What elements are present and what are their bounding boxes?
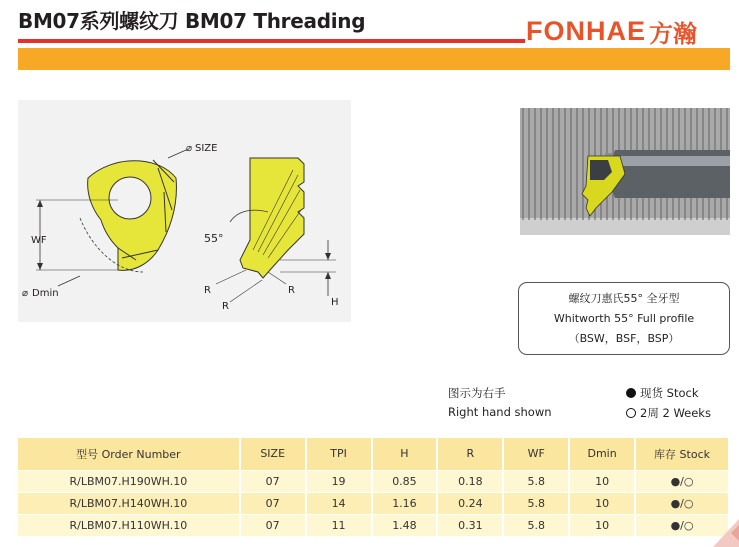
cell-tpi: 19: [306, 470, 372, 492]
col-dmin: Dmin: [569, 438, 635, 470]
corner-decoration: [713, 519, 739, 547]
col-stock: 库存 Stock: [635, 438, 729, 470]
h-label: H: [331, 297, 339, 308]
cell-r: 0.18: [437, 470, 503, 492]
col-r: R: [437, 438, 503, 470]
profile-standards: （BSW，BSF，BSP）: [568, 332, 680, 345]
cell-h: 1.48: [372, 514, 438, 536]
angle-label: 55°: [204, 232, 224, 245]
legend-weeks: [626, 405, 711, 421]
page-title: BM07系列螺纹刀 BM07 Threading: [18, 9, 366, 33]
r-label-left: R: [204, 285, 211, 296]
hand-note-en: Right hand shown: [448, 405, 552, 419]
legend-stock: [626, 385, 698, 401]
cell-order-number: R/LBM07.H140WH.10: [18, 492, 240, 514]
size-diameter-symbol: ⌀: [186, 143, 193, 154]
cell-dmin: 10: [569, 514, 635, 536]
cell-wf: 5.8: [503, 492, 569, 514]
profile-line-en: Whitworth 55° Full profile: [553, 312, 695, 325]
thread-profile-box: [518, 282, 730, 355]
dmin-label: Dmin: [32, 288, 59, 299]
cell-size: 07: [240, 514, 306, 536]
size-label: SIZE: [195, 143, 218, 154]
profile-line-cn: 螺纹刀惠氏55° 全牙型: [568, 292, 680, 305]
cell-tpi: 11: [306, 514, 372, 536]
filled-circle-icon: [626, 388, 636, 398]
cell-tpi: 14: [306, 492, 372, 514]
cell-dmin: 10: [569, 492, 635, 514]
cell-h: 1.16: [372, 492, 438, 514]
cell-h: 0.85: [372, 470, 438, 492]
table-row: [18, 514, 729, 536]
hand-note-cn: 图示为右手: [448, 386, 506, 400]
col-h: H: [372, 438, 438, 470]
insert-front-view: [80, 160, 176, 272]
col-wf: WF: [503, 438, 569, 470]
threading-photo: [520, 108, 730, 235]
order-table: [18, 438, 730, 536]
insert-diagram-panel: [18, 100, 351, 322]
brand-logo: [526, 14, 697, 49]
dmin-diameter-symbol: ⌀: [22, 288, 29, 299]
cell-r: 0.31: [437, 514, 503, 536]
cell-order-number: R/LBM07.H110WH.10: [18, 514, 240, 536]
table-row: [18, 492, 729, 514]
cell-r: 0.24: [437, 492, 503, 514]
header-red-rule: [18, 39, 525, 43]
brand-name-cn: 方瀚: [649, 20, 697, 48]
r-label-bottom: R: [222, 301, 229, 312]
col-size: SIZE: [240, 438, 306, 470]
legend-weeks-label: 2周 2 Weeks: [640, 406, 711, 420]
brand-name-en: FONHAE: [526, 16, 646, 46]
cell-dmin: 10: [569, 470, 635, 492]
r-label-right: R: [288, 285, 295, 296]
cell-stock: ●/○: [635, 470, 729, 492]
table-header-row: [18, 438, 729, 470]
col-tpi: TPI: [306, 438, 372, 470]
cell-wf: 5.8: [503, 514, 569, 536]
col-order-number: 型号 Order Number: [18, 438, 240, 470]
cell-wf: 5.8: [503, 470, 569, 492]
cell-order-number: R/LBM07.H190WH.10: [18, 470, 240, 492]
cell-stock: ●/○: [635, 492, 729, 514]
hollow-circle-icon: [626, 408, 636, 418]
legend-stock-label: 现货 Stock: [640, 386, 699, 400]
header-orange-band: [18, 48, 730, 70]
cell-size: 07: [240, 470, 306, 492]
table-row: [18, 470, 729, 492]
cell-stock: ●/○: [635, 514, 729, 536]
wf-label: WF: [31, 235, 47, 246]
insert-diagram: [18, 100, 351, 322]
cell-size: 07: [240, 492, 306, 514]
